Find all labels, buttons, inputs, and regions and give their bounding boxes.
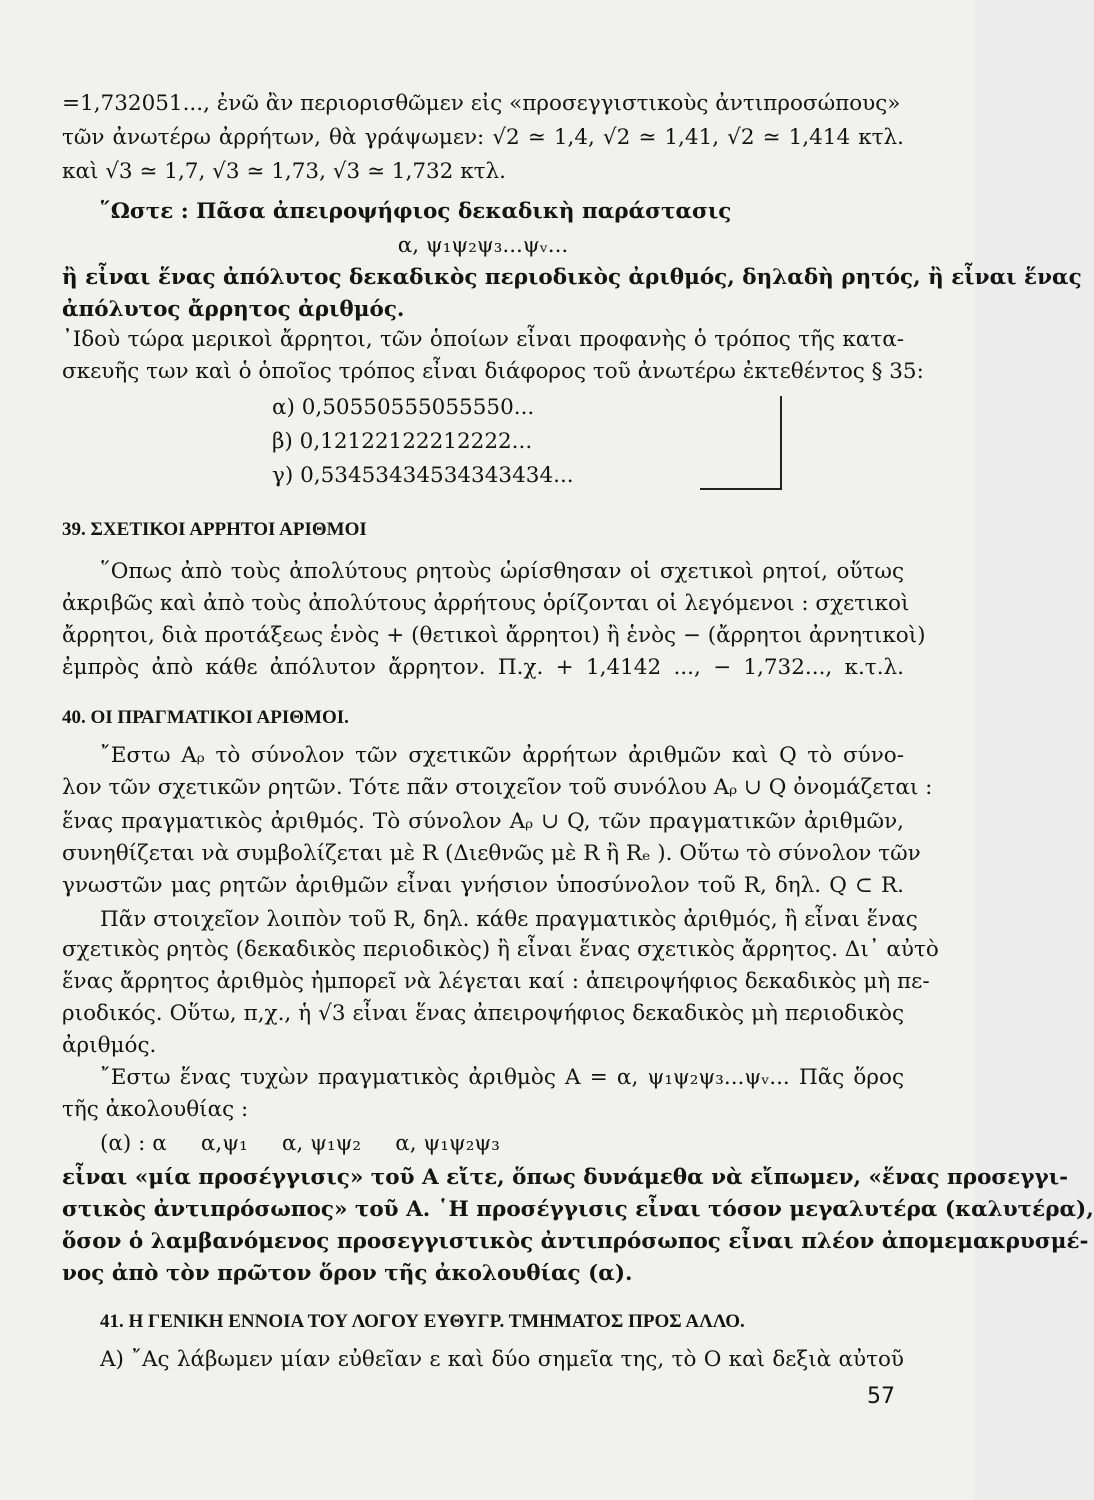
text-line: τῆς ἀκολουθίας : <box>62 1097 249 1122</box>
text-line: ῞Ωστε : Πᾶσα ἀπειροψήφιος δεκαδικὴ παράστασις <box>100 199 732 224</box>
sequence-c: γ) 0,53453434534343434... <box>272 463 574 488</box>
text-line: α, ψ₁ψ₂ψ₃...ψᵥ... <box>397 233 569 258</box>
section-heading-39: 39. ΣΧΕΤΙΚΟΙ ΑΡΡΗΤΟΙ ΑΡΙΘΜΟΙ <box>62 519 367 540</box>
text-line: ριοδικός. Οὕτω, π,χ., ἡ √3 εἶναι ἕνας ἀπειροψήφιος δεκαδικὸς μὴ περιοδικὸς <box>62 1001 904 1026</box>
text-line: ῎Εστω Aᵨ τὸ σύνολον τῶν σχετικῶν ἀρρήτων ἀριθμῶν καὶ Q τὸ σύνο- <box>100 743 904 768</box>
text-line: τῶν ἀνωτέρω ἀρρήτων, θὰ γράψωμεν: √2 ≃ 1,4, √2 ≃ 1,41, √2 ≃ 1,414 κτλ. <box>62 125 904 150</box>
text-line: σχετικὸς ρητὸς (δεκαδικὸς περιοδικὸς) ἢ εἶναι ἕνας σχετικὸς ἄρρητος. Δι᾽ αὐτὸ <box>62 937 939 962</box>
sequence-terms: (α) : α α,ψ₁ α, ψ₁ψ₂ α, ψ₁ψ₂ψ₃ <box>100 1131 500 1156</box>
text-line: ἀκριβῶς καὶ ἀπὸ τοὺς ἀπολύτους ἀρρήτους ὁρίζονται οἱ λεγόμενοι : σχετικοὶ <box>62 591 910 616</box>
section-heading-41: 41. Η ΓΕΝΙΚΗ ΕΝΝΟΙΑ ΤΟΥ ΛΟΓΟΥ ΕΥΘΥΓΡ. ΤΜΗΜΑΤΟΣ ΠΡΟΣ ΑΛΛΟ. <box>100 1311 745 1332</box>
text-line: συνηθίζεται νὰ συμβολίζεται μὲ R (Διεθνῶς μὲ R ἢ Rₑ ). Οὕτω τὸ σύνολον τῶν <box>62 841 921 866</box>
text-line: ᾿Ιδοὺ τώρα μερικοὶ ἄρρητοι, τῶν ὁποίων εἶναι προφανὴς ὁ τρόπος τῆς κατα- <box>62 327 904 352</box>
text-line: A) ῎Ας λάβωμεν μίαν εὐθεῖαν ε καὶ δύο σημεῖα της, τὸ O καὶ δεξιὰ αὐτοῦ <box>100 1347 904 1372</box>
sequence-a: α) 0,50550555055550... <box>272 395 535 420</box>
text-line: εἶναι «μία προσέγγισις» τοῦ A εἴτε, ὅπως δυνάμεθα νὰ εἴπωμεν, «ἕνας προσεγγι- <box>62 1165 1069 1190</box>
text-line: ὅσον ὁ λαμβανόμενος προσεγγιστικὸς ἀντιπρόσωπος εἶναι πλέον ἀπομεμακρυσμέ- <box>62 1229 1089 1254</box>
page-number: 57 <box>867 1384 895 1409</box>
sequence-b: β) 0,12122122212222... <box>272 429 533 454</box>
text-line: ἕνας ἄρρητος ἀριθμὸς ἠμπορεῖ νὰ λέγεται καί : ἀπειροψήφιος δεκαδικὸς μὴ πε- <box>62 969 930 994</box>
text-line: ἕνας πραγματικὸς ἀριθμός. Τὸ σύνολον Aᵨ ∪ Q, τῶν πραγματικῶν ἀριθμῶν, <box>62 809 904 834</box>
text-line: ἀπόλυτος ἄρρητος ἀριθμός. <box>62 297 405 322</box>
text-line: ἢ εἶναι ἕνας ἀπόλυτος δεκαδικὸς περιοδικὸς ἀριθμός, δηλαδὴ ρητός, ἢ εἶναι ἕνας <box>62 265 1082 290</box>
text-line: ῎Εστω ἕνας τυχὼν πραγματικὸς ἀριθμὸς A = α, ψ₁ψ₂ψ₃...ψᵥ... Πᾶς ὅρος <box>100 1065 904 1090</box>
text-line: ῞Οπως ἀπὸ τοὺς ἀπολύτους ρητοὺς ὡρίσθησαν οἱ σχετικοὶ ρητοί, οὕτως <box>100 559 904 584</box>
text-line: γνωστῶν μας ρητῶν ἀριθμῶν εἶναι γνήσιον ὑποσύνολον τοῦ R, δηλ. Q ⊂ R. <box>62 873 904 898</box>
text-line: καὶ √3 ≃ 1,7, √3 ≃ 1,73, √3 ≃ 1,732 κτλ. <box>62 159 506 184</box>
text-line: στικὸς ἀντιπρόσωπος» τοῦ A. ῾Η προσέγγισις εἶναι τόσον μεγαλυτέρα (καλυτέρα), <box>62 1197 1094 1222</box>
bracket-mark <box>700 396 782 490</box>
text-line: ἐμπρὸς ἀπὸ κάθε ἀπόλυτον ἄρρητον. Π.χ. + 1,4142 ..., − 1,732..., κ.τ.λ. <box>62 655 904 680</box>
text-line: νος ἀπὸ τὸν πρῶτον ὅρον τῆς ἀκολουθίας (α). <box>62 1261 633 1286</box>
section-heading-40: 40. ΟΙ ΠΡΑΓΜΑΤΙΚΟΙ ΑΡΙΘΜΟΙ. <box>62 707 349 728</box>
text-line: ἄρρητοι, διὰ προτάξεως ἑνὸς + (θετικοὶ ἄρρητοι) ἢ ἑνὸς − (ἄρρητοι ἀρνητικοὶ) <box>62 623 926 648</box>
text-line: ἀριθμός. <box>62 1033 157 1058</box>
text-line: Πᾶν στοιχεῖον λοιπὸν τοῦ R, δηλ. κάθε πραγματικὸς ἀριθμός, ἢ εἶναι ἕνας <box>100 907 918 932</box>
text-line: =1,732051..., ἐνῶ ἂν περιορισθῶμεν εἰς «προσεγγιστικοὺς ἀντιπροσώπους» <box>62 91 901 116</box>
text-line: σκευῆς των καὶ ὁ ὁποῖος τρόπος εἶναι διάφορος τοῦ ἀνωτέρω ἐκτεθέντος § 35: <box>62 359 924 384</box>
text-line: λον τῶν σχετικῶν ρητῶν. Τότε πᾶν στοιχεῖον τοῦ συνόλου Aᵨ ∪ Q ὀνομάζεται : <box>62 775 933 800</box>
